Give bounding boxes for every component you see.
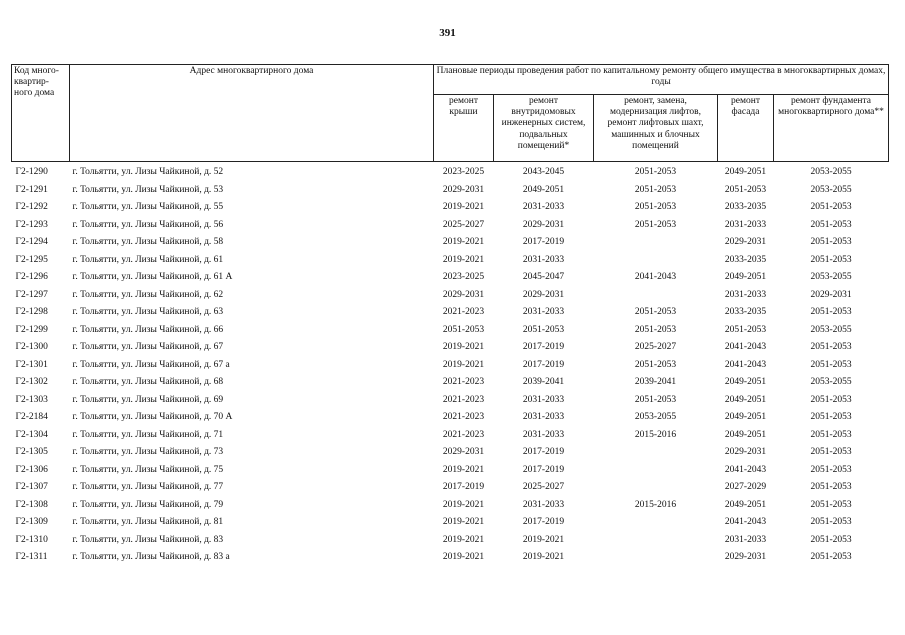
lift-period-cell bbox=[594, 234, 718, 252]
roof-period-cell: 2019-2021 bbox=[442, 254, 485, 265]
engineering-period-cell: 2029-2031 bbox=[522, 289, 565, 300]
house-address-cell: г. Тольятти, ул. Лизы Чайкиной, д. 67 а bbox=[72, 359, 230, 370]
table-row bbox=[12, 392, 889, 410]
table-row bbox=[12, 234, 889, 252]
house-address-cell: г. Тольятти, ул. Лизы Чайкиной, д. 83 bbox=[72, 534, 224, 545]
house-code-cell: Г2-1293 bbox=[15, 219, 48, 230]
lift-period-cell: 2051-2053 bbox=[634, 167, 677, 178]
facade-period-cell: 2029-2031 bbox=[724, 447, 767, 458]
lift-period-cell: 2015-2016 bbox=[634, 499, 677, 510]
house-code-cell: Г2-1303 bbox=[15, 394, 48, 405]
table-row bbox=[12, 162, 889, 182]
table-header-row bbox=[12, 65, 889, 95]
lift-period-cell bbox=[594, 444, 718, 462]
table-row bbox=[12, 374, 889, 392]
facade-period-cell: 2033-2035 bbox=[724, 307, 767, 318]
roof-period-cell: 2019-2021 bbox=[442, 534, 485, 545]
engineering-period-cell: 2045-2047 bbox=[522, 272, 565, 283]
engineering-period-cell: 2017-2019 bbox=[522, 517, 565, 528]
lift-period-cell bbox=[594, 532, 718, 550]
engineering-period-cell: 2017-2019 bbox=[522, 342, 565, 353]
roof-period-cell: 2019-2021 bbox=[442, 499, 485, 510]
header-house-address: Адрес многоквартирного дома bbox=[70, 65, 434, 162]
lift-period-cell: 2051-2053 bbox=[634, 359, 677, 370]
lift-period-cell: 2051-2053 bbox=[634, 184, 677, 195]
engineering-period-cell: 2017-2019 bbox=[522, 447, 565, 458]
foundation-period-cell: 2051-2053 bbox=[810, 219, 852, 230]
lift-period-cell: 2051-2053 bbox=[634, 394, 677, 405]
lift-period-cell: 2051-2053 bbox=[634, 324, 677, 335]
engineering-period-cell: 2031-2033 bbox=[522, 429, 565, 440]
roof-period-cell: 2019-2021 bbox=[442, 517, 485, 528]
house-code-cell: Г2-1292 bbox=[15, 202, 48, 213]
foundation-period-cell: 2051-2053 bbox=[810, 342, 852, 353]
house-address-cell: г. Тольятти, ул. Лизы Чайкиной, д. 81 bbox=[72, 517, 224, 528]
header-facade-repair: ремонт фасада bbox=[718, 95, 774, 162]
house-code-cell: Г2-1302 bbox=[15, 377, 48, 388]
house-code-cell: Г2-1290 bbox=[15, 167, 48, 178]
engineering-period-cell: 2051-2053 bbox=[522, 324, 565, 335]
lift-period-cell: 2051-2053 bbox=[634, 307, 677, 318]
house-address-cell: г. Тольятти, ул. Лизы Чайкиной, д. 68 bbox=[72, 377, 224, 388]
house-address-cell: г. Тольятти, ул. Лизы Чайкиной, д. 70 А bbox=[72, 412, 233, 423]
house-code-cell: Г2-1297 bbox=[15, 289, 48, 300]
roof-period-cell: 2023-2025 bbox=[442, 167, 485, 178]
house-code-cell: Г2-1296 bbox=[15, 272, 48, 283]
house-code-cell: Г2-1291 bbox=[15, 184, 48, 195]
roof-period-cell: 2019-2021 bbox=[442, 342, 485, 353]
foundation-period-cell: 2051-2053 bbox=[810, 307, 852, 318]
facade-period-cell: 2049-2051 bbox=[724, 499, 767, 510]
header-lift-repair: ремонт, замена, модернизация лифтов, ремонт лифтовых шахт, машинных и блочных помещений bbox=[594, 95, 718, 162]
house-address-cell: г. Тольятти, ул. Лизы Чайкиной, д. 56 bbox=[72, 219, 224, 230]
engineering-period-cell: 2031-2033 bbox=[522, 254, 565, 265]
roof-period-cell: 2019-2021 bbox=[442, 464, 485, 475]
engineering-period-cell: 2031-2033 bbox=[522, 499, 565, 510]
roof-period-cell: 2021-2023 bbox=[442, 412, 485, 423]
facade-period-cell: 2033-2035 bbox=[724, 254, 767, 265]
foundation-period-cell: 2051-2053 bbox=[810, 464, 852, 475]
foundation-period-cell: 2051-2053 bbox=[810, 412, 852, 423]
lift-period-cell: 2039-2041 bbox=[634, 377, 677, 388]
header-planned-periods: Плановые периоды проведения работ по капитальному ремонту общего имущества в многоквартирных домах, годы bbox=[434, 65, 889, 95]
table-row bbox=[12, 427, 889, 445]
lift-period-cell bbox=[594, 252, 718, 270]
lift-period-cell bbox=[594, 514, 718, 532]
house-code-cell: Г2-1294 bbox=[15, 237, 48, 248]
house-code-cell: Г2-1295 bbox=[15, 254, 48, 265]
house-address-cell: г. Тольятти, ул. Лизы Чайкиной, д. 75 bbox=[72, 464, 224, 475]
facade-period-cell: 2041-2043 bbox=[724, 517, 767, 528]
facade-period-cell: 2031-2033 bbox=[724, 289, 767, 300]
header-foundation-repair: ремонт фундамента многоквартирного дома** bbox=[774, 95, 889, 162]
house-address-cell: г. Тольятти, ул. Лизы Чайкиной, д. 58 bbox=[72, 237, 224, 248]
facade-period-cell: 2041-2043 bbox=[724, 464, 767, 475]
table-row bbox=[12, 199, 889, 217]
engineering-period-cell: 2019-2021 bbox=[522, 534, 565, 545]
house-code-cell: Г2-1298 bbox=[15, 307, 48, 318]
lift-period-cell bbox=[594, 549, 718, 567]
roof-period-cell: 2023-2025 bbox=[442, 272, 485, 283]
facade-period-cell: 2029-2031 bbox=[724, 552, 767, 563]
roof-period-cell: 2025-2027 bbox=[442, 219, 485, 230]
house-code-cell: Г2-1309 bbox=[15, 517, 48, 528]
engineering-period-cell: 2019-2021 bbox=[522, 552, 565, 563]
table-row bbox=[12, 217, 889, 235]
lift-period-cell: 2025-2027 bbox=[634, 342, 677, 353]
house-address-cell: г. Тольятти, ул. Лизы Чайкиной, д. 52 bbox=[72, 167, 224, 178]
facade-period-cell: 2049-2051 bbox=[724, 412, 767, 423]
house-code-cell: Г2-1308 bbox=[15, 499, 48, 510]
roof-period-cell: 2021-2023 bbox=[442, 429, 485, 440]
engineering-period-cell: 2017-2019 bbox=[522, 464, 565, 475]
header-engineering-repair: ремонт внутридомовых инженерных систем, подвальных помещений* bbox=[494, 95, 594, 162]
house-code-cell: Г2-2184 bbox=[15, 412, 48, 423]
facade-period-cell: 2049-2051 bbox=[724, 272, 767, 283]
house-code-cell: Г2-1301 bbox=[15, 359, 48, 370]
engineering-period-cell: 2031-2033 bbox=[522, 412, 565, 423]
house-code-cell: Г2-1300 bbox=[15, 342, 48, 353]
table-row bbox=[12, 182, 889, 200]
lift-period-cell: 2015-2016 bbox=[634, 429, 677, 440]
house-address-cell: г. Тольятти, ул. Лизы Чайкиной, д. 53 bbox=[72, 184, 224, 195]
roof-period-cell: 2019-2021 bbox=[442, 359, 485, 370]
lift-period-cell: 2051-2053 bbox=[634, 202, 677, 213]
house-address-cell: г. Тольятти, ул. Лизы Чайкиной, д. 83 а bbox=[72, 552, 230, 563]
table-row bbox=[12, 287, 889, 305]
roof-period-cell: 2029-2031 bbox=[442, 184, 485, 195]
facade-period-cell: 2031-2033 bbox=[724, 534, 767, 545]
facade-period-cell: 2049-2051 bbox=[724, 394, 767, 405]
lift-period-cell: 2041-2043 bbox=[634, 272, 677, 283]
house-address-cell: г. Тольятти, ул. Лизы Чайкиной, д. 55 bbox=[72, 202, 224, 213]
engineering-period-cell: 2017-2019 bbox=[522, 359, 565, 370]
facade-period-cell: 2033-2035 bbox=[724, 202, 767, 213]
engineering-period-cell: 2029-2031 bbox=[522, 219, 565, 230]
facade-period-cell: 2049-2051 bbox=[724, 167, 767, 178]
capital-repair-schedule-table bbox=[11, 64, 889, 567]
table-row bbox=[12, 304, 889, 322]
house-address-cell: г. Тольятти, ул. Лизы Чайкиной, д. 71 bbox=[72, 429, 224, 440]
house-address-cell: г. Тольятти, ул. Лизы Чайкиной, д. 79 bbox=[72, 499, 224, 510]
engineering-period-cell: 2017-2019 bbox=[522, 237, 565, 248]
roof-period-cell: 2021-2023 bbox=[442, 307, 485, 318]
house-address-cell: г. Тольятти, ул. Лизы Чайкиной, д. 69 bbox=[72, 394, 224, 405]
foundation-period-cell: 2051-2053 bbox=[810, 482, 852, 493]
engineering-period-cell: 2031-2033 bbox=[522, 307, 565, 318]
roof-period-cell: 2029-2031 bbox=[442, 289, 485, 300]
roof-period-cell: 2019-2021 bbox=[442, 202, 485, 213]
foundation-period-cell: 2051-2053 bbox=[810, 534, 852, 545]
house-address-cell: г. Тольятти, ул. Лизы Чайкиной, д. 62 bbox=[72, 289, 224, 300]
table-row bbox=[12, 409, 889, 427]
engineering-period-cell: 2049-2051 bbox=[522, 184, 565, 195]
facade-period-cell: 2051-2053 bbox=[724, 184, 767, 195]
foundation-period-cell: 2051-2053 bbox=[810, 359, 852, 370]
facade-period-cell: 2029-2031 bbox=[724, 237, 767, 248]
house-code-cell: Г2-1305 bbox=[15, 447, 48, 458]
engineering-period-cell: 2031-2033 bbox=[522, 202, 565, 213]
facade-period-cell: 2041-2043 bbox=[724, 359, 767, 370]
table-row bbox=[12, 549, 889, 567]
roof-period-cell: 2021-2023 bbox=[442, 377, 485, 388]
engineering-period-cell: 2031-2033 bbox=[522, 394, 565, 405]
foundation-period-cell: 2051-2053 bbox=[810, 447, 852, 458]
foundation-period-cell: 2053-2055 bbox=[810, 167, 852, 178]
engineering-period-cell: 2039-2041 bbox=[522, 377, 565, 388]
table-body bbox=[12, 162, 889, 567]
facade-period-cell: 2041-2043 bbox=[724, 342, 767, 353]
header-roof-repair: ремонт крыши bbox=[434, 95, 494, 162]
house-code-cell: Г2-1310 bbox=[15, 534, 48, 545]
foundation-period-cell: 2051-2053 bbox=[810, 517, 852, 528]
roof-period-cell: 2029-2031 bbox=[442, 447, 485, 458]
facade-period-cell: 2027-2029 bbox=[724, 482, 767, 493]
foundation-period-cell: 2053-2055 bbox=[810, 377, 852, 388]
lift-period-cell bbox=[594, 287, 718, 305]
facade-period-cell: 2049-2051 bbox=[724, 429, 767, 440]
foundation-period-cell: 2051-2053 bbox=[810, 254, 852, 265]
table-row bbox=[12, 462, 889, 480]
house-address-cell: г. Тольятти, ул. Лизы Чайкиной, д. 67 bbox=[72, 342, 224, 353]
foundation-period-cell: 2051-2053 bbox=[810, 237, 852, 248]
house-address-cell: г. Тольятти, ул. Лизы Чайкиной, д. 61 А bbox=[72, 272, 233, 283]
house-address-cell: г. Тольятти, ул. Лизы Чайкиной, д. 73 bbox=[72, 447, 224, 458]
foundation-period-cell: 2053-2055 bbox=[810, 272, 852, 283]
foundation-period-cell: 2053-2055 bbox=[810, 184, 852, 195]
house-code-cell: Г2-1307 bbox=[15, 482, 48, 493]
roof-period-cell: 2021-2023 bbox=[442, 394, 485, 405]
table-row bbox=[12, 497, 889, 515]
roof-period-cell: 2019-2021 bbox=[442, 237, 485, 248]
lift-period-cell: 2053-2055 bbox=[634, 412, 677, 423]
facade-period-cell: 2049-2051 bbox=[724, 377, 767, 388]
table-row bbox=[12, 532, 889, 550]
lift-period-cell bbox=[594, 462, 718, 480]
roof-period-cell: 2019-2021 bbox=[442, 552, 485, 563]
house-address-cell: г. Тольятти, ул. Лизы Чайкиной, д. 77 bbox=[72, 482, 224, 493]
table-row bbox=[12, 514, 889, 532]
house-code-cell: Г2-1311 bbox=[15, 552, 48, 563]
table-row bbox=[12, 339, 889, 357]
facade-period-cell: 2051-2053 bbox=[724, 324, 767, 335]
table-row bbox=[12, 357, 889, 375]
table-row bbox=[12, 444, 889, 462]
house-address-cell: г. Тольятти, ул. Лизы Чайкиной, д. 61 bbox=[72, 254, 224, 265]
lift-period-cell: 2051-2053 bbox=[634, 219, 677, 230]
engineering-period-cell: 2043-2045 bbox=[522, 167, 565, 178]
foundation-period-cell: 2053-2055 bbox=[810, 324, 852, 335]
engineering-period-cell: 2025-2027 bbox=[522, 482, 565, 493]
page-number: 391 bbox=[439, 27, 456, 39]
foundation-period-cell: 2051-2053 bbox=[810, 499, 852, 510]
foundation-period-cell: 2029-2031 bbox=[810, 289, 852, 300]
foundation-period-cell: 2051-2053 bbox=[810, 429, 852, 440]
house-address-cell: г. Тольятти, ул. Лизы Чайкиной, д. 66 bbox=[72, 324, 224, 335]
table-row bbox=[12, 252, 889, 270]
facade-period-cell: 2031-2033 bbox=[724, 219, 767, 230]
header-house-code: Код много-квартир-ного дома bbox=[12, 65, 70, 162]
foundation-period-cell: 2051-2053 bbox=[810, 394, 852, 405]
lift-period-cell bbox=[594, 479, 718, 497]
roof-period-cell: 2051-2053 bbox=[442, 324, 485, 335]
house-code-cell: Г2-1299 bbox=[15, 324, 48, 335]
table-row bbox=[12, 269, 889, 287]
table-row bbox=[12, 322, 889, 340]
house-address-cell: г. Тольятти, ул. Лизы Чайкиной, д. 63 bbox=[72, 307, 224, 318]
house-code-cell: Г2-1304 bbox=[15, 429, 48, 440]
foundation-period-cell: 2051-2053 bbox=[810, 552, 852, 563]
house-code-cell: Г2-1306 bbox=[15, 464, 48, 475]
foundation-period-cell: 2051-2053 bbox=[810, 202, 852, 213]
table-row bbox=[12, 479, 889, 497]
roof-period-cell: 2017-2019 bbox=[442, 482, 485, 493]
